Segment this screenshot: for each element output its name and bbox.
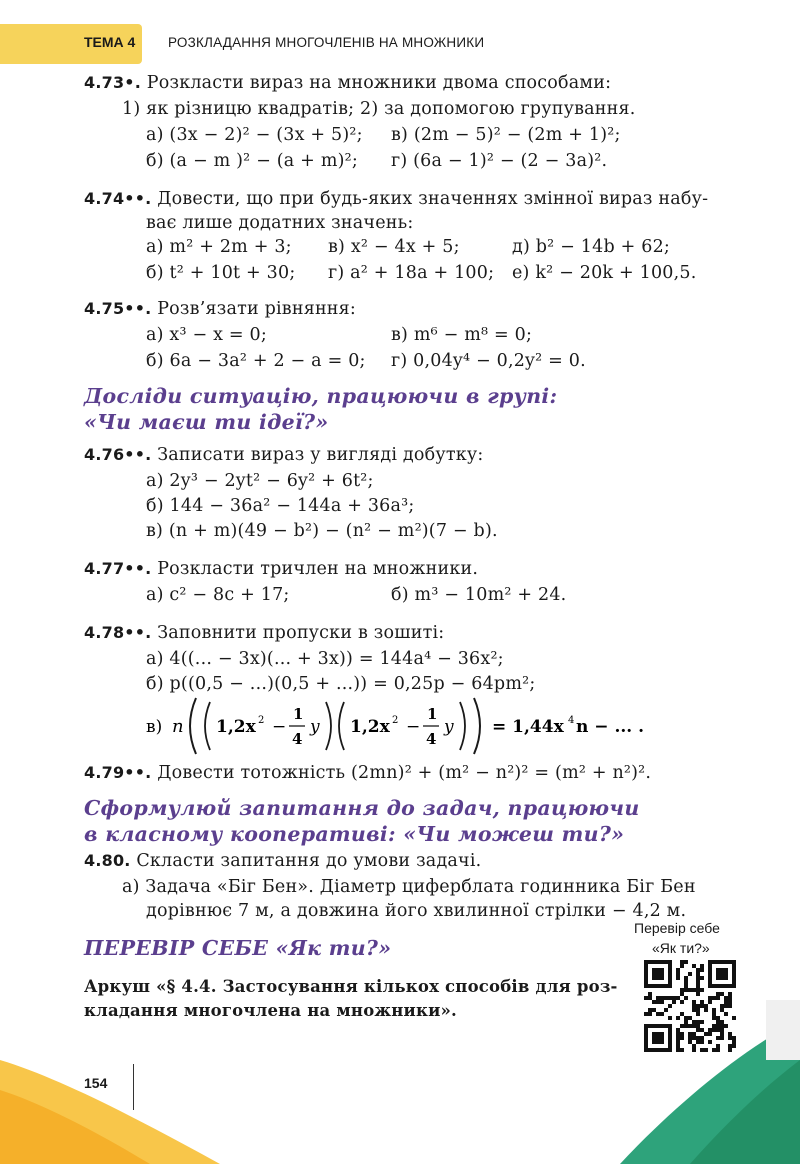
worksheet-reference-cont: кладання многочлена на множники». bbox=[84, 1001, 457, 1020]
problem-text: Записати вираз у вигляді добутку: bbox=[157, 445, 484, 465]
problem-4-75 bbox=[84, 298, 356, 320]
item-4-75-g: г) 0,04y⁴ − 0,2y² = 0. bbox=[391, 351, 586, 371]
problem-4-74 bbox=[84, 188, 708, 210]
item-4-78-v-formula bbox=[146, 694, 666, 758]
problem-4-73 bbox=[84, 72, 611, 94]
formula-minus-2: − bbox=[406, 717, 421, 737]
item-4-80-a: а) Задача «Біг Бен». Діаметр циферблата годинника Біг Бен bbox=[122, 877, 696, 897]
item-4-75-v: в) m⁶ − m⁸ = 0; bbox=[391, 325, 533, 345]
formula-n: n bbox=[172, 716, 184, 737]
qr-code-icon[interactable] bbox=[644, 960, 736, 1052]
inner-right-paren-1 bbox=[326, 702, 331, 750]
header-topic-title: РОЗКЛАДАННЯ МНОГОЧЛЕНІВ НА МНОЖНИКИ bbox=[168, 35, 485, 50]
problem-4-76 bbox=[84, 444, 483, 466]
problem-number: 4.75••. bbox=[84, 299, 152, 318]
formula-frac-num-1: 1 bbox=[293, 705, 304, 723]
qr-caption-line2: «Як ти?» bbox=[652, 940, 710, 956]
problem-text: Розкласти тричлен на множники. bbox=[157, 559, 479, 579]
item-4-74-d: д) b² − 14b + 62; bbox=[512, 237, 670, 257]
problem-text: Довести, що при будь-яких значеннях змінної вираз набу- bbox=[157, 189, 709, 209]
item-4-75-a: а) x³ − x = 0; bbox=[146, 325, 267, 345]
item-4-76-a: а) 2y³ − 2yt² − 6y² + 6t²; bbox=[146, 471, 374, 491]
item-4-78-b: б) p((0,5 − ...)(0,5 + ...)) = 0,25p − 64pm²; bbox=[146, 674, 536, 694]
page-number: 154 bbox=[84, 1075, 108, 1091]
formula-y-2: y bbox=[444, 717, 454, 737]
problem-text: Скласти запитання до умови задачі. bbox=[136, 851, 482, 871]
item-4-75-b: б) 6a − 3a² + 2 − a = 0; bbox=[146, 351, 366, 371]
formula-frac-den-1: 4 bbox=[292, 730, 303, 748]
problem-number: 4.80. bbox=[84, 851, 131, 870]
problem-4-78 bbox=[84, 622, 444, 644]
item-4-74-e: е) k² − 20k + 100,5. bbox=[512, 263, 697, 283]
item-4-77-b: б) m³ − 10m² + 24. bbox=[391, 585, 567, 605]
item-4-74-a: а) m² + 2m + 3; bbox=[146, 237, 292, 257]
formula-frac-den-2: 4 bbox=[426, 730, 437, 748]
decorative-corner-orange bbox=[0, 1060, 260, 1164]
item-4-77-a: а) c² − 8c + 17; bbox=[146, 585, 290, 605]
formula-y-1: y bbox=[310, 717, 320, 737]
item-4-74-b: б) t² + 10t + 30; bbox=[146, 263, 296, 283]
problem-number: 4.74••. bbox=[84, 189, 152, 208]
problem-4-77 bbox=[84, 558, 478, 580]
problem-text: Заповнити пропуски в зошиті: bbox=[157, 623, 445, 643]
page-number-divider bbox=[133, 1064, 134, 1110]
problem-number: 4.76••. bbox=[84, 445, 152, 464]
item-4-73-b: б) (a − m )² − (a + m)²; bbox=[146, 151, 358, 171]
formula-term-1: 1,2x bbox=[216, 717, 256, 737]
section-heading-group-work: Досліди ситуацію, працюючи в групі: bbox=[84, 384, 558, 408]
qr-caption-line1: Перевір себе bbox=[634, 920, 720, 936]
problem-number: 4.73•. bbox=[84, 73, 141, 92]
item-4-76-v: в) (n + m)(49 − b²) − (n² − m²)(7 − b). bbox=[146, 521, 498, 541]
item-4-73-v: в) (2m − 5)² − (2m + 1)²; bbox=[391, 125, 621, 145]
outer-left-paren bbox=[190, 698, 196, 754]
section-heading-group-work-sub: «Чи маєш ти ідеї?» bbox=[84, 410, 329, 434]
item-4-74-g: г) a² + 18a + 100; bbox=[328, 263, 495, 283]
item-4-80-a-cont: дорівнює 7 м, а довжина його хвилинної стрілки − 4,2 м. bbox=[146, 901, 687, 921]
problem-4-80 bbox=[84, 850, 481, 872]
problem-text: Розкласти вираз на множники двома способами: bbox=[146, 73, 612, 93]
section-heading-check-yourself: ПЕРЕВІР СЕБЕ «Як ти?» bbox=[84, 936, 392, 960]
inner-right-paren-2 bbox=[460, 702, 465, 750]
formula-exp-1: 2 bbox=[258, 715, 265, 726]
problem-4-73-methods: 1) як різницю квадратів; 2) за допомогою групування. bbox=[122, 99, 636, 119]
formula-frac-num-2: 1 bbox=[427, 705, 438, 723]
formula-rhs-tail: n − ... . bbox=[576, 717, 645, 737]
item-4-73-g: г) (6a − 1)² − (2 − 3a)². bbox=[391, 151, 608, 171]
problem-number: 4.79••. bbox=[84, 763, 152, 782]
problem-text: Довести тотожність (2mn)² + (m² − n²)² = (m² + n²)². bbox=[157, 763, 652, 783]
section-heading-cooperative-sub: в класному кооперативі: «Чи можеш ти?» bbox=[84, 822, 625, 846]
inner-left-paren-1 bbox=[205, 702, 210, 750]
formula-exp-2: 2 bbox=[392, 715, 399, 726]
item-4-73-a: а) (3x − 2)² − (3x + 5)²; bbox=[146, 125, 363, 145]
problem-4-74-text-cont: ває лише додатних значень: bbox=[146, 213, 414, 233]
formula-rhs-exp: 4 bbox=[568, 715, 575, 726]
worksheet-reference: Аркуш «§ 4.4. Застосування кількох способів для роз- bbox=[84, 977, 618, 996]
formula-rhs: = 1,44x bbox=[492, 717, 564, 737]
outer-right-paren bbox=[474, 698, 480, 754]
decorative-side-strip bbox=[766, 1000, 800, 1060]
formula-label: в) bbox=[146, 717, 163, 737]
formula-minus-1: − bbox=[272, 717, 287, 737]
item-4-76-b: б) 144 − 36a² − 144a + 36a³; bbox=[146, 496, 415, 516]
section-heading-cooperative: Сформулюй запитання до задач, працюючи bbox=[84, 796, 640, 820]
header-topic-number: ТЕМА 4 bbox=[84, 34, 136, 50]
item-4-78-a: а) 4((... − 3x)(... + 3x)) = 144a⁴ − 36x²; bbox=[146, 649, 504, 669]
problem-4-79 bbox=[84, 762, 651, 784]
problem-text: Розв’язати рівняння: bbox=[157, 299, 357, 319]
problem-number: 4.78••. bbox=[84, 623, 152, 642]
problem-number: 4.77••. bbox=[84, 559, 152, 578]
formula-term-2: 1,2x bbox=[350, 717, 390, 737]
item-4-74-v: в) x² − 4x + 5; bbox=[328, 237, 460, 257]
inner-left-paren-2 bbox=[339, 702, 344, 750]
